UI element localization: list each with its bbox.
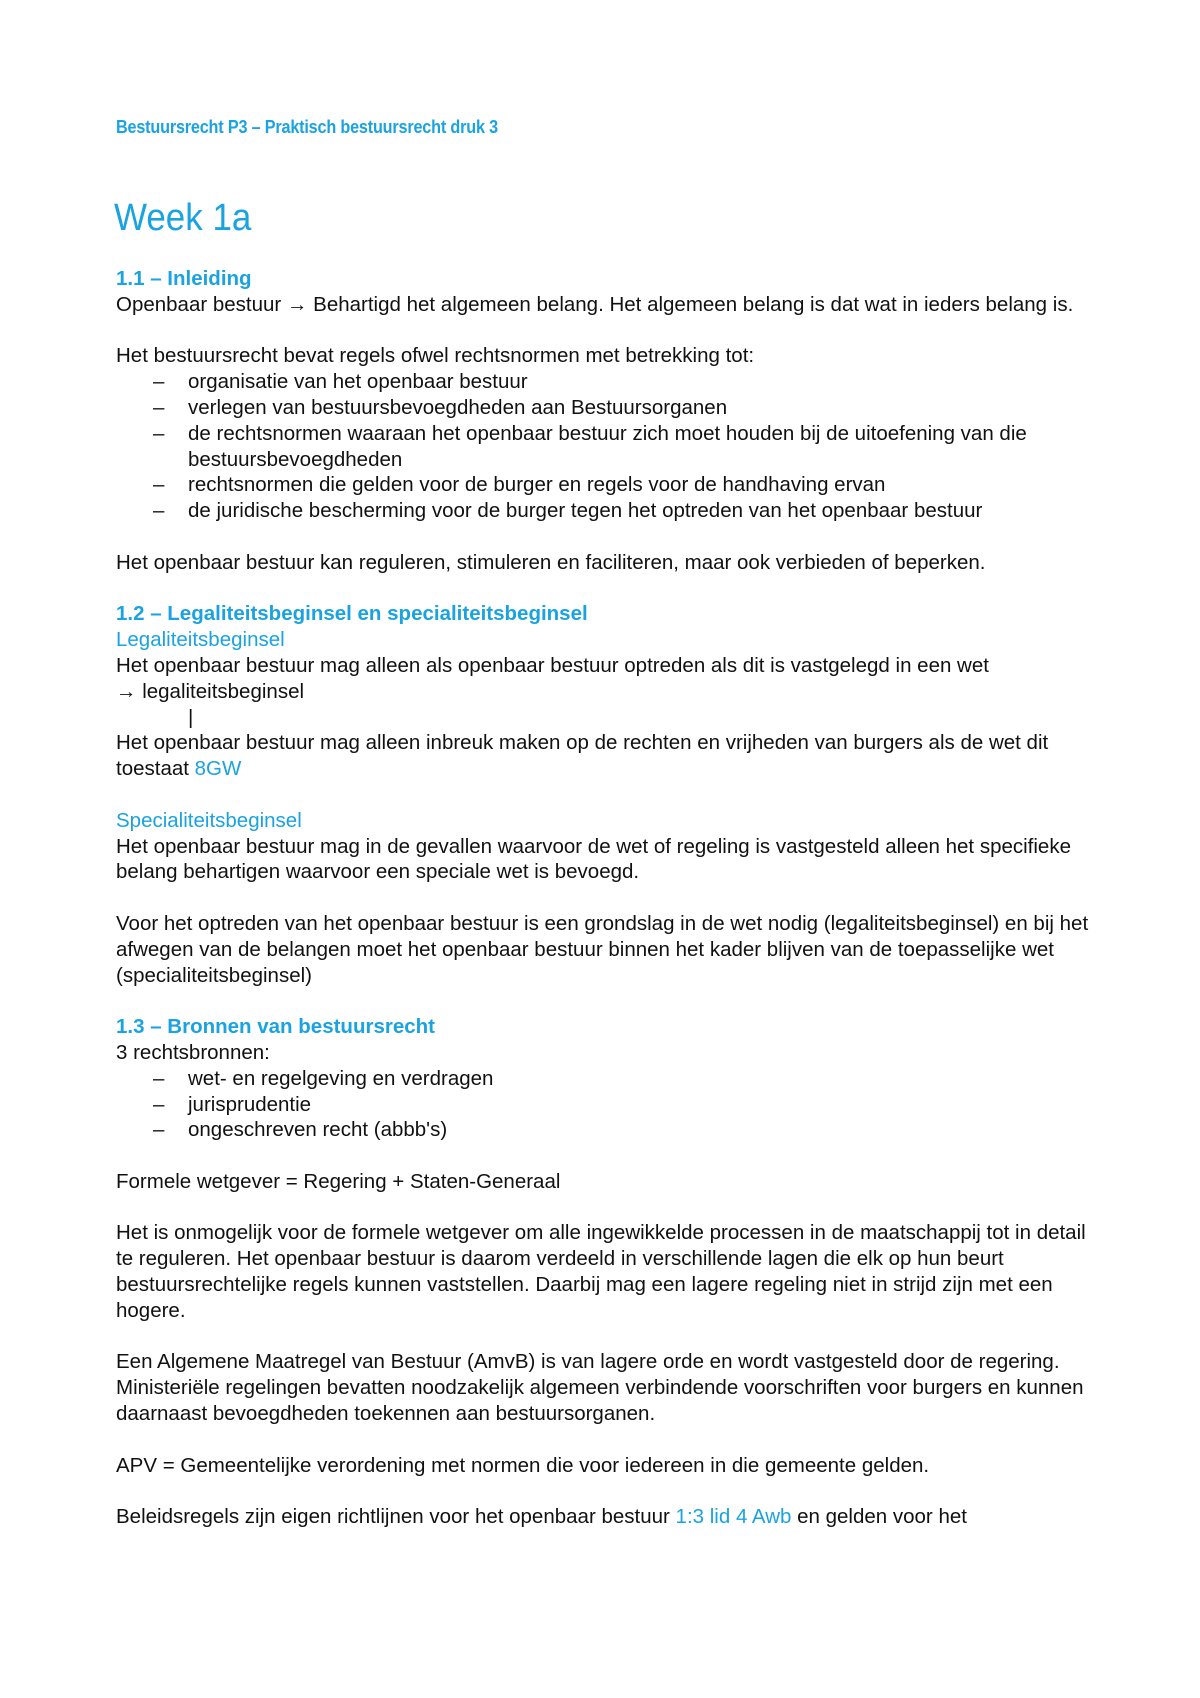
paragraph: Het bestuursrecht bevat regels ofwel rechtsnormen met betrekking tot: [116,344,755,368]
document-title: Bestuursrecht P3 – Praktisch bestuursrecht druk 3 [116,117,498,137]
paragraph: Formele wetgever = Regering + Staten-Generaal [116,1169,561,1193]
bullet-list [116,1066,1096,1143]
paragraph [116,1504,1096,1530]
section-heading-1-2: 1.2 – Legaliteitsbeginsel en specialiteitsbeginsel [116,602,588,626]
section-heading-1-3: 1.3 – Bronnen van bestuursrecht [116,1015,435,1039]
list-item [116,395,1096,421]
subheading-specialiteitsbeginsel: Specialiteitsbeginsel [116,808,302,832]
subheading-legaliteitsbeginsel: Legaliteitsbeginsel [116,628,285,652]
paragraph: Het openbaar bestuur mag alleen als openbaar bestuur optreden als dit is vastgelegd in een wet [116,653,989,677]
list-item-text: de juridische bescherming voor de burger tegen het optreden van het openbaar bestuur [188,499,983,523]
list-item-text: wet- en regelgeving en verdragen [188,1066,494,1090]
week-heading: Week 1a [114,197,252,239]
paragraph: 3 rechtsbronnen: [116,1040,270,1064]
paragraph: → legaliteitsbeginsel [116,679,305,703]
list-item-text: verlegen van bestuursbevoegdheden aan Bestuursorganen [188,395,728,419]
list-item [116,472,1096,498]
list-item [116,1092,1096,1118]
paragraph: Het is onmogelijk voor de formele wetgever om alle ingewikkelde processen in de maatschappij tot in detail te reguleren. Het openbaar bestuur is daarom verdeeld in verschillende lagen die elk op hun beurt bestuursrechtelijke regels kunnen vaststellen. Daarbij mag een lagere regeling niet in strijd zijn met een hogere. [116,1221,1086,1322]
paragraph [116,730,1096,782]
dash-marker: – [153,395,165,419]
dash-marker: – [153,370,165,394]
paragraph: Het openbaar bestuur kan reguleren, stimuleren en faciliteren, maar ook verbieden of beperken. [116,550,986,574]
list-item [116,369,1096,395]
list-item [116,498,1096,524]
dash-marker: – [153,421,165,445]
dash-marker: – [153,499,165,523]
vertical-bar-mark: | [188,705,194,729]
law-reference: 8GW [194,757,242,781]
paragraph-text: en gelden voor het [797,1505,967,1529]
paragraph: Voor het optreden van het openbaar bestuur is een grondslag in de wet nodig (legaliteitsbeginsel) en bij het afwegen van de belangen moet het openbaar bestuur binnen het kader blijven van de toepasselijke wet (specialiteitsbeginsel) [116,911,1089,987]
bullet-list [116,369,1096,524]
dash-marker: – [153,473,165,497]
section-heading-1-1: 1.1 – Inleiding [116,267,252,290]
paragraph: APV = Gemeentelijke verordening met normen die voor iedereen in die gemeente gelden. [116,1453,930,1477]
list-item [116,421,1096,473]
dash-marker: – [153,1118,165,1142]
law-reference: 1:3 lid 4 Awb [675,1505,792,1529]
paragraph: Het openbaar bestuur mag in de gevallen waarvoor de wet of regeling is vastgesteld alleen het specifieke belang behartigen waarvoor een speciale wet is bevoegd. [116,834,1071,884]
list-item-text: de rechtsnormen waaraan het openbaar bestuur zich moet houden bij de uitoefening van die bestuursbevoegdheden [188,421,1027,471]
paragraph: Openbaar bestuur → Behartigd het algemeen belang. Het algemeen belang is dat wat in ieders belang is. [116,292,1074,316]
paragraph-text: Het openbaar bestuur mag alleen inbreuk maken op de rechten en vrijheden van burgers als de wet dit toestaat [116,731,1049,781]
list-item-text: rechtsnormen die gelden voor de burger en regels voor de handhaving ervan [188,473,886,497]
paragraph: Ministeriële regelingen bevatten noodzakelijk algemeen verbindende voorschriften voor burgers en kunnen daarnaast bevoegdheden toekennen aan bestuursorganen. [116,1376,1084,1426]
dash-marker: – [153,1092,165,1116]
list-item [116,1117,1096,1143]
paragraph: Een Algemene Maatregel van Bestuur (AmvB) is van lagere orde en wordt vastgesteld door de regering. [116,1350,1060,1374]
list-item-text: organisatie van het openbaar bestuur [188,370,528,394]
list-item [116,1066,1096,1092]
list-item-text: ongeschreven recht (abbb's) [188,1118,448,1142]
dash-marker: – [153,1066,165,1090]
list-item-text: jurisprudentie [188,1092,312,1116]
paragraph-text: Beleidsregels zijn eigen richtlijnen voor het openbaar bestuur [116,1505,670,1529]
document-body [116,266,1096,1530]
